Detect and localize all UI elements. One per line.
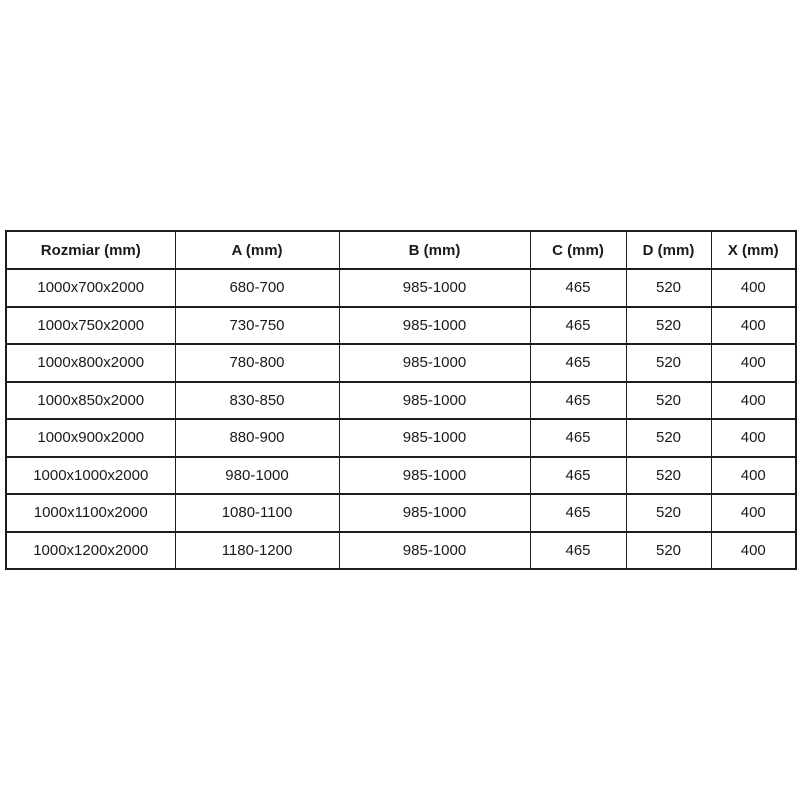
table-row	[6, 494, 796, 532]
table-cell: 1000x900x2000	[6, 419, 175, 457]
table-cell: 400	[711, 532, 796, 570]
table-cell: 985-1000	[339, 344, 530, 382]
table-cell: 400	[711, 344, 796, 382]
table-cell: 400	[711, 419, 796, 457]
table-cell: 985-1000	[339, 494, 530, 532]
table-cell: 880-900	[175, 419, 339, 457]
table-cell: 400	[711, 494, 796, 532]
table-cell: 520	[626, 419, 711, 457]
table-cell: 465	[530, 494, 626, 532]
size-spec-table	[5, 230, 797, 570]
table-header-row	[6, 231, 796, 269]
table-cell: 980-1000	[175, 457, 339, 495]
table-cell: 1000x1200x2000	[6, 532, 175, 570]
table-cell: 520	[626, 344, 711, 382]
column-header: C (mm)	[530, 231, 626, 269]
table-cell: 465	[530, 532, 626, 570]
table-cell: 400	[711, 457, 796, 495]
table-cell: 730-750	[175, 307, 339, 345]
table-cell: 520	[626, 494, 711, 532]
table-cell: 985-1000	[339, 457, 530, 495]
table-row	[6, 307, 796, 345]
table-cell: 1000x800x2000	[6, 344, 175, 382]
table-cell: 1000x1100x2000	[6, 494, 175, 532]
table-cell: 985-1000	[339, 307, 530, 345]
table-cell: 1000x850x2000	[6, 382, 175, 420]
table-cell: 400	[711, 269, 796, 307]
column-header: A (mm)	[175, 231, 339, 269]
table-cell: 1000x1000x2000	[6, 457, 175, 495]
column-header: D (mm)	[626, 231, 711, 269]
table-cell: 1000x700x2000	[6, 269, 175, 307]
table-cell: 780-800	[175, 344, 339, 382]
size-spec-table-container	[5, 230, 795, 570]
table-cell: 520	[626, 457, 711, 495]
table-cell: 400	[711, 307, 796, 345]
table-cell: 985-1000	[339, 382, 530, 420]
column-header: X (mm)	[711, 231, 796, 269]
table-row	[6, 269, 796, 307]
table-cell: 400	[711, 382, 796, 420]
table-cell: 985-1000	[339, 532, 530, 570]
table-cell: 520	[626, 532, 711, 570]
table-row	[6, 457, 796, 495]
table-cell: 1080-1100	[175, 494, 339, 532]
table-row	[6, 532, 796, 570]
table-cell: 680-700	[175, 269, 339, 307]
table-cell: 465	[530, 382, 626, 420]
table-row	[6, 344, 796, 382]
table-cell: 520	[626, 382, 711, 420]
table-cell: 830-850	[175, 382, 339, 420]
table-row	[6, 419, 796, 457]
table-cell: 465	[530, 419, 626, 457]
table-cell: 465	[530, 344, 626, 382]
table-row	[6, 382, 796, 420]
table-cell: 465	[530, 307, 626, 345]
table-cell: 520	[626, 307, 711, 345]
table-body	[6, 269, 796, 569]
column-header: Rozmiar (mm)	[6, 231, 175, 269]
table-cell: 985-1000	[339, 419, 530, 457]
table-cell: 520	[626, 269, 711, 307]
table-cell: 465	[530, 457, 626, 495]
table-cell: 1180-1200	[175, 532, 339, 570]
table-head	[6, 231, 796, 269]
table-cell: 465	[530, 269, 626, 307]
table-cell: 1000x750x2000	[6, 307, 175, 345]
column-header: B (mm)	[339, 231, 530, 269]
table-cell: 985-1000	[339, 269, 530, 307]
